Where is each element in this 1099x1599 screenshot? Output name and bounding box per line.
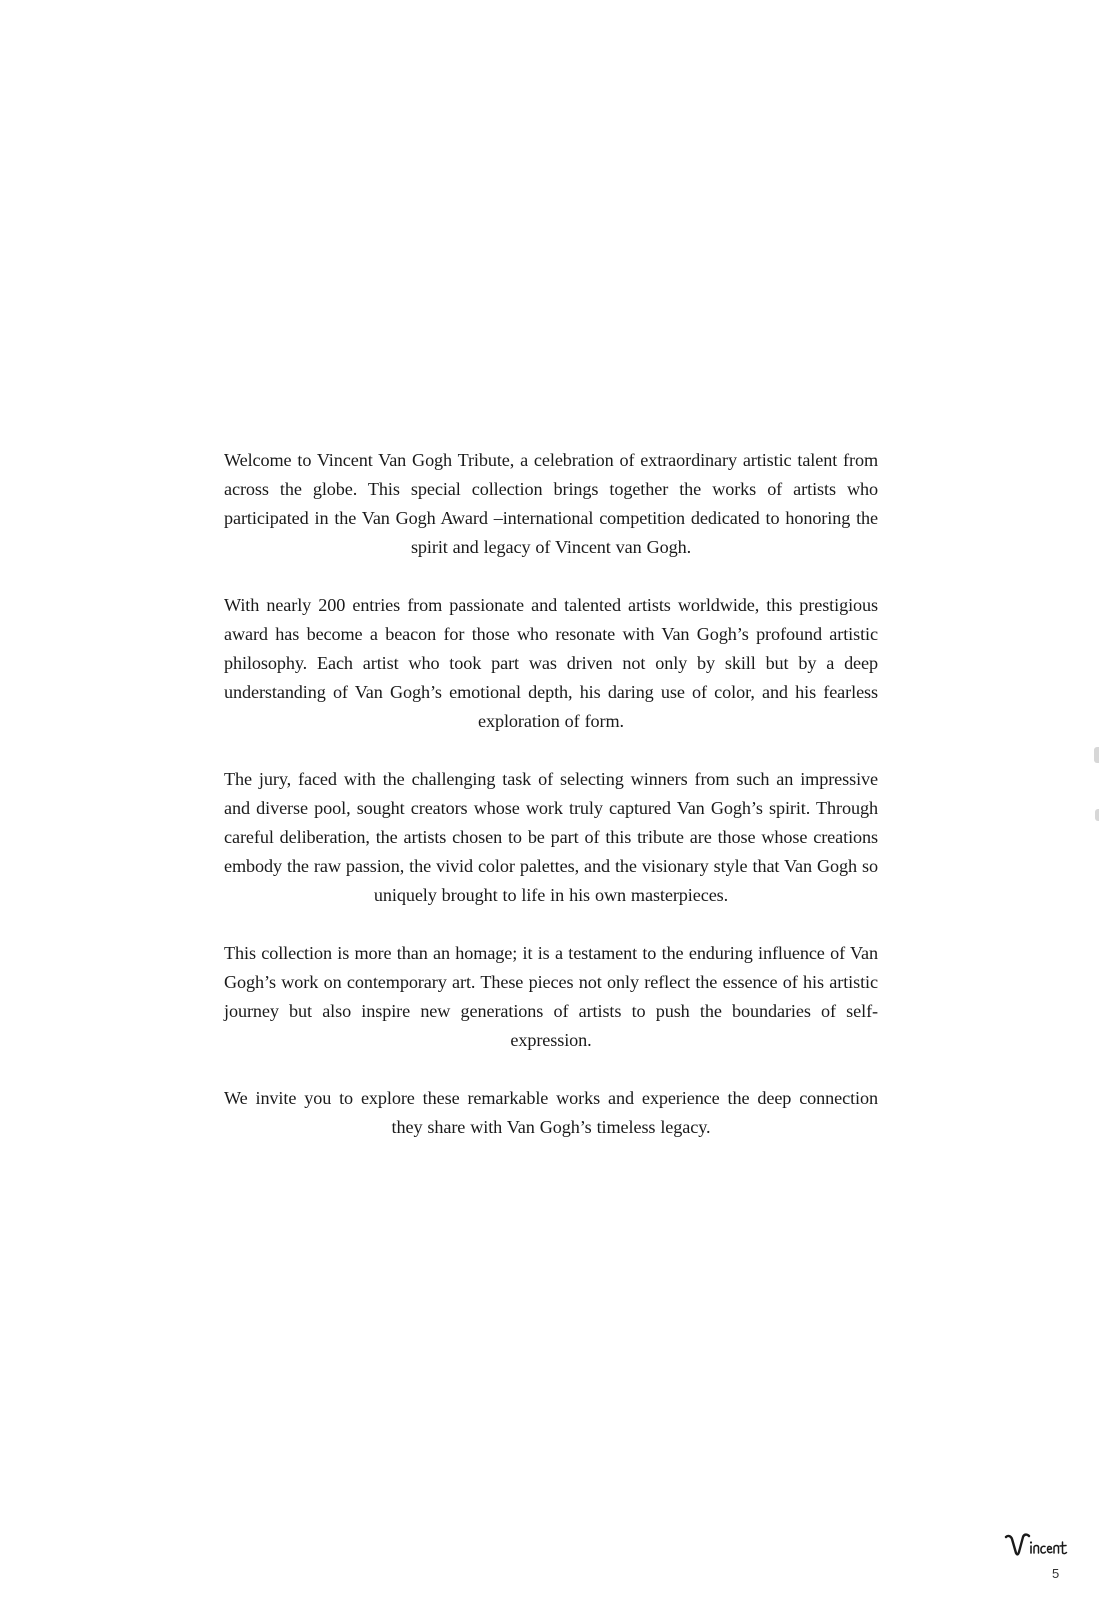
paragraph-2: With nearly 200 entries from passionate and talented artists worldwide, this prestigious award has become a beacon for those who resonate with Van Gogh’s profound artistic philosophy. Each artist who took part was driven not only by skill but by a deep understanding of Van Gogh’s emotional depth, his daring use of color, and his fearless exploration of form.	[224, 595, 878, 731]
page-edge-mark	[1095, 809, 1099, 821]
intro-text-block	[224, 446, 878, 1171]
paragraph-1: Welcome to Vincent Van Gogh Tribute, a celebration of extraordinary artistic talent from across the globe. This special collection brings together the works of artists who participated in the Van Gogh Award –international competition dedicated to honoring the spirit and legacy of Vincent van Gogh.	[224, 450, 878, 557]
page-edge-mark	[1094, 747, 1099, 763]
vincent-signature-logo	[1003, 1531, 1071, 1561]
paragraph-5: We invite you to explore these remarkable works and experience the deep connection they share with Van Gogh’s timeless legacy.	[224, 1088, 878, 1137]
page-number: 5	[1052, 1566, 1060, 1581]
paragraph-4: This collection is more than an homage; it is a testament to the enduring influence of Van Gogh’s work on contemporary art. These pieces not only reflect the essence of his artistic journey but also inspire new generations of artists to push the boundaries of self-expression.	[224, 943, 878, 1050]
paragraph-3: The jury, faced with the challenging task of selecting winners from such an impressive and diverse pool, sought creators whose work truly captured Van Gogh’s spirit. Through careful deliberation, the artists chosen to be part of this tribute are those whose creations embody the raw passion, the vivid color palettes, and the visionary style that Van Gogh so uniquely brought to life in his own masterpieces.	[224, 769, 878, 905]
